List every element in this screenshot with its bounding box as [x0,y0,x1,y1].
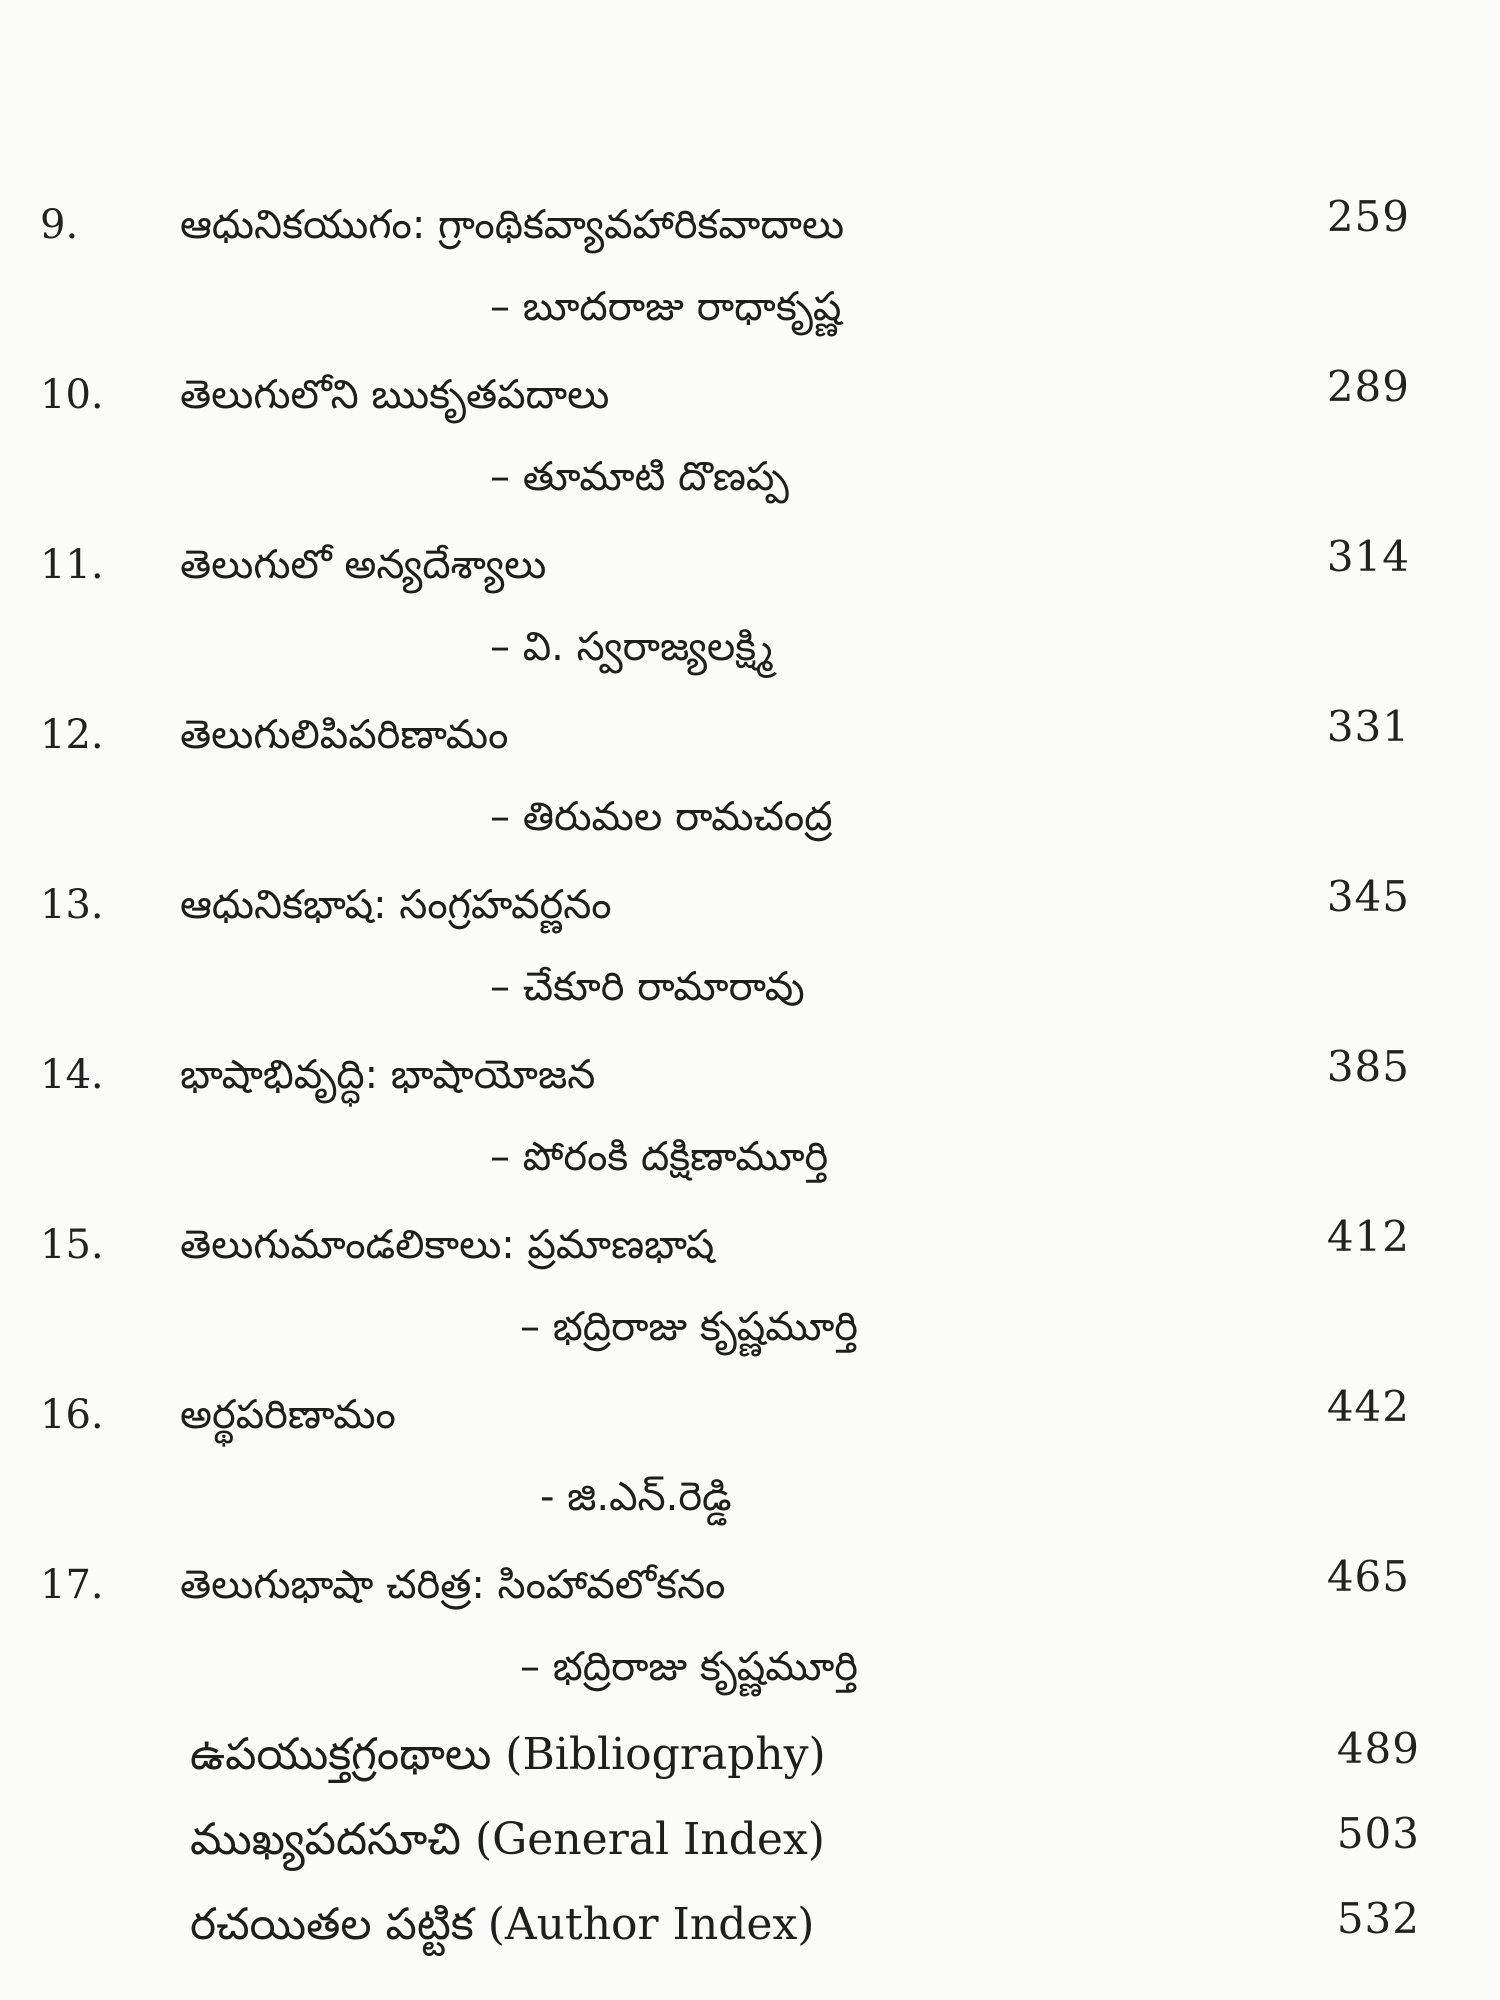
entry-page-number: 412 [1326,1212,1410,1261]
entry-author: – చేకూరి రామారావు [490,964,805,1010]
entry-number: 15. [40,1222,104,1268]
entry-number: 16. [40,1392,104,1438]
entry-number: 13. [40,882,104,928]
back-matter-entry[interactable] [0,1810,1500,1880]
toc-entry[interactable] [0,192,1500,355]
entry-title: భాషాభివృద్ధి: భాషాయోజన [180,1052,596,1098]
entry-author: – భద్రిరాజు కృష్ణమూర్తి [520,1304,859,1350]
back-matter-title: రచయితల పట్టిక (Author Index) [190,1899,815,1950]
entry-page-number: 345 [1326,872,1410,921]
back-matter-page-number: 532 [1336,1894,1420,1943]
back-matter-title: ఉపయుక్తగ్రంథాలు (Bibliography) [190,1729,826,1780]
entry-author: – వి. స్వరాజ్యలక్ష్మి [490,624,773,670]
entry-number: 11. [40,542,104,588]
toc-entry[interactable] [0,1382,1500,1545]
entry-title: అర్థపరిణామం [180,1392,396,1438]
back-matter-entry[interactable] [0,1725,1500,1795]
toc-entry[interactable] [0,872,1500,1035]
entry-number: 9. [40,202,79,248]
toc-entry[interactable] [0,1552,1500,1715]
back-matter-entry[interactable] [0,1895,1500,1965]
entry-title: తెలుగులోని ఋకృతపదాలు [180,372,610,418]
entry-page-number: 259 [1326,192,1410,241]
entry-author: - జి.ఎన్.రెడ్డి [540,1474,732,1520]
entry-page-number: 314 [1326,532,1410,581]
entry-title: ఆధునికభాష: సంగ్రహవర్ణనం [180,882,612,928]
toc-entry[interactable] [0,1212,1500,1375]
entry-title: తెలుగులో అన్యదేశ్యాలు [180,542,547,588]
toc-entry[interactable] [0,362,1500,525]
toc-entry[interactable] [0,532,1500,695]
toc-entry[interactable] [0,1042,1500,1205]
entry-title: ఆధునికయుగం: గ్రాంథికవ్యావహారికవాదాలు [180,202,845,248]
entry-number: 17. [40,1562,104,1608]
entry-page-number: 331 [1326,702,1410,751]
entry-title: తెలుగుభాషా చరిత్ర: సింహావలోకనం [180,1562,726,1608]
entry-author: – భద్రిరాజు కృష్ణమూర్తి [520,1644,859,1690]
entry-number: 10. [40,372,104,418]
back-matter-page-number: 503 [1336,1809,1420,1858]
entry-number: 12. [40,712,104,758]
entry-author: – తూమాటి దొణప్ప [490,454,789,500]
entry-title: తెలుగులిపిపరిణామం [180,712,509,758]
entry-page-number: 385 [1326,1042,1410,1091]
entry-title: తెలుగుమాండలికాలు: ప్రమాణభాష [180,1222,715,1268]
back-matter-title: ముఖ్యపదసూచి (General Index) [190,1814,825,1865]
entry-author: – పోరంకి దక్షిణామూర్తి [490,1134,829,1180]
entry-page-number: 442 [1326,1382,1410,1431]
entry-page-number: 289 [1326,362,1410,411]
entry-number: 14. [40,1052,104,1098]
entry-author: – బూదరాజు రాధాకృష్ణ [490,284,842,330]
entry-page-number: 465 [1326,1552,1410,1601]
entry-author: – తిరుమల రామచంద్ర [490,794,833,840]
toc-entry[interactable] [0,702,1500,865]
back-matter-page-number: 489 [1336,1724,1420,1773]
